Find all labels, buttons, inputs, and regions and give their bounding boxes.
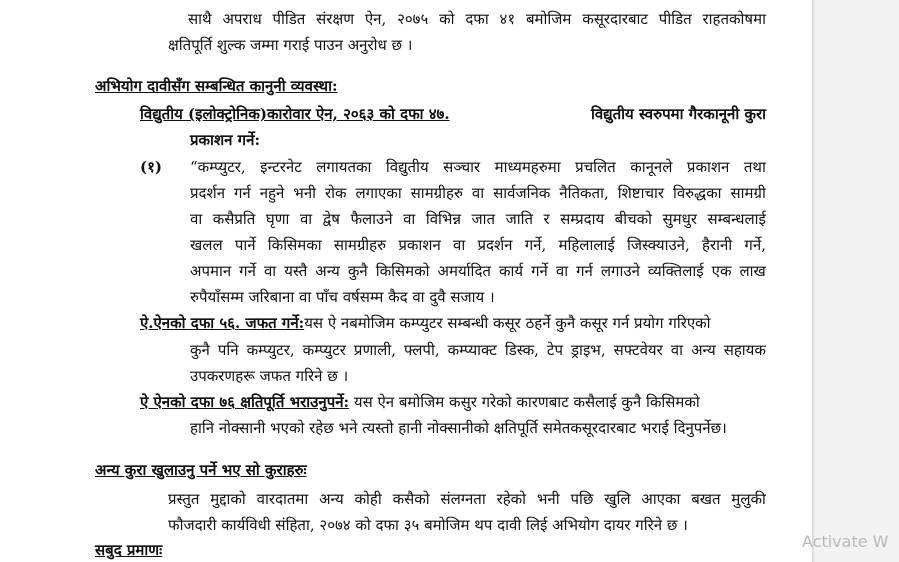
- clause-text-1-word: सञ्चार: [443, 158, 481, 176]
- other-matters-text-1-word: प्रस्तुत: [168, 490, 200, 508]
- clause-text-4-word: किसिमका: [267, 236, 322, 254]
- intro-text-1-word: २०७५: [397, 10, 429, 28]
- section-56-line-2: [190, 340, 766, 360]
- clause-text-5-word: कुनै: [347, 262, 368, 280]
- intro-text-1-word: पीडित: [272, 10, 306, 28]
- clause-text-1-word: विद्युतीय: [385, 158, 429, 176]
- section-56-text-2-word: कम्प्याक्ट: [447, 341, 497, 359]
- clause-text-3-word: जाति: [505, 210, 534, 228]
- clause-line-1: [190, 157, 766, 177]
- other-matters-line-2: फौजदारी कार्यविधी संहिता, २०७४ को दफा ३५ बमोजिम थप दावी लिई अभियोग दायर गरिने छ ।: [168, 516, 688, 534]
- clause-text-3-word: फैलाउने: [350, 210, 393, 228]
- clause-line-5: [190, 261, 766, 281]
- clause-text-5-word: यस्तै: [284, 262, 308, 280]
- other-matters-text-1-word: आएका: [641, 490, 681, 508]
- clause-text-3-word: घृणा: [265, 210, 290, 228]
- clause-text-3-word: विभिन्न: [425, 210, 462, 228]
- other-matters-text-1-word: संलग्नता: [440, 490, 486, 508]
- clause-text-5-word: कार्य: [498, 262, 524, 280]
- clause-text-1-word: लगायतका: [316, 158, 372, 176]
- clause-text-4-word: महिलालाई: [558, 236, 615, 254]
- intro-text-1-word: पीडित: [658, 10, 692, 28]
- other-matters-heading: अन्य कुरा खुलाउनु पर्ने भए सो कुराहरुः: [95, 461, 307, 479]
- section-56-text-2-word: सफ्टवेयर: [613, 341, 663, 359]
- intro-text-1-word: को: [439, 10, 455, 28]
- section-56-line-3: उपकरणहरू जफत गरिने छ ।: [190, 367, 349, 385]
- intro-text-1-word: ४१: [499, 10, 516, 28]
- clause-text-3-word: वा: [190, 210, 203, 228]
- clause-text-2-word: भनी: [293, 184, 317, 202]
- section-56-text-2-word: कम्प्युटर: [302, 341, 346, 359]
- clause-line-2: [190, 183, 766, 203]
- intro-text-1-word: ऐन,: [364, 10, 387, 28]
- clause-line-3: [190, 209, 766, 229]
- clause-number: (१): [140, 158, 162, 176]
- clause-text-3-word: र: [543, 210, 550, 228]
- clause-text-3-word: कसैप्रति: [212, 210, 256, 228]
- clause-text-2-word: विरुद्धका: [672, 184, 722, 202]
- other-matters-text-1-word: कसैको: [392, 490, 430, 508]
- intro-text-1-word: बमोजिम: [525, 10, 572, 28]
- clause-text-5-word: गर्ने: [531, 262, 548, 280]
- clause-text-3-word: सम्प्रदाय: [560, 210, 605, 228]
- clause-text-3-word: जात: [471, 210, 496, 228]
- section-56-text-2-word: ड्राइभ,: [571, 341, 606, 359]
- section-56-text-2-word: अन्य: [691, 341, 716, 359]
- other-matters-text-1-word: खुलि: [604, 490, 631, 508]
- clause-text-4-word: गर्ने,: [524, 236, 547, 254]
- clause-text-2-word: रोक: [325, 184, 347, 202]
- clause-text-3-word: सुमधुर: [662, 210, 697, 228]
- intro-text-1-word: अपराध: [222, 10, 262, 28]
- clause-text-1-word: प्रचलित: [575, 158, 616, 176]
- clause-text-2-word: लगाएका: [355, 184, 402, 202]
- electronic-act-subheading: [140, 104, 766, 124]
- section-56-text-2-word: फ्लपी,: [404, 341, 440, 359]
- clause-text-1-word: कानूनले: [630, 158, 673, 176]
- section-56-text-2-word: टेप: [546, 341, 563, 359]
- clause-text-1-word: प्रकाशन: [686, 158, 730, 176]
- section-56-text-2-word: कम्प्युटर,: [246, 341, 295, 359]
- section-76-line-2: हानि नोक्सानी भएको रहेछ भने त्यस्तो हानी नोक्सानीको क्षतिपूर्ति समेतकसूरदारबाट भराई दिनुपर्नेछ।: [190, 419, 727, 437]
- intro-text-1-word: दफा: [465, 10, 489, 28]
- other-matters-text-1-word: मुलुकी: [731, 490, 766, 508]
- clause-text-4-word: प्रकाशन: [398, 236, 441, 254]
- clause-text-5-word: गर्न: [576, 262, 593, 280]
- clause-text-2-word: सामग्री: [730, 184, 766, 202]
- clause-text-5-word: अन्य: [315, 262, 340, 280]
- section-76-label: ऐ ऐनको दफा ७६ क्षतिपूर्ति भराउनुपर्ने:: [140, 393, 350, 411]
- clause-text-5-word: व्यक्तिलाई: [647, 262, 704, 280]
- other-matters-text-1-word: वारदातमा: [256, 490, 309, 508]
- clause-text-3-word: बीचको: [614, 210, 653, 228]
- other-matters-text-1-word: पछि: [570, 490, 594, 508]
- clause-text-2-word: सार्वजनिक: [493, 184, 551, 202]
- clause-text-1-word: माध्यमहरुमा: [494, 158, 561, 176]
- section-56-text-2-word: प्रणाली,: [353, 341, 397, 359]
- section-56-line-1: [140, 313, 711, 333]
- electronic-act-subheading-line-2: प्रकाशन गर्ने:: [190, 131, 260, 149]
- clause-text-5-word: गर्ने: [239, 262, 256, 280]
- other-matters-text-1-word: कोही: [354, 490, 382, 508]
- clause-text-1-word: “कम्प्युटर,: [190, 158, 246, 176]
- clause-text-4-word: गर्ने,: [744, 236, 766, 254]
- other-matters-text-1-word: मुद्दाको: [210, 490, 246, 508]
- clause-text-1-word: तथा: [743, 158, 766, 176]
- clause-text-5-word: लगाउने: [600, 262, 640, 280]
- section-56-text-2-word: वा: [670, 341, 684, 359]
- clause-text-3-word: वा: [403, 210, 416, 228]
- clause-text-3-word: सम्बन्धलाई: [707, 210, 766, 228]
- section-56-text-2-word: सहायक: [723, 341, 766, 359]
- clause-text-2-word: नहुने: [259, 184, 285, 202]
- clause-text-5-word: किसिमको: [375, 262, 430, 280]
- intro-text-1-word: साथै: [188, 10, 212, 28]
- other-matters-text-1-word: बखत: [691, 490, 721, 508]
- clause-text-5-word: लाख: [739, 262, 766, 280]
- clause-text-4-word: जिस्क्याउने,: [627, 236, 690, 254]
- clause-text-5-word: अमर्यादित: [437, 262, 491, 280]
- other-matters-text-1-word: अन्य: [319, 490, 344, 508]
- intro-text-1-word: कसूरदारबाट: [582, 10, 648, 28]
- clause-line-6: रुपैयाँसम्म जरिबाना वा पाँच वर्षसम्म कैद वा दुवै सजाय ।: [190, 288, 495, 306]
- clause-text-2-word: गर्न: [233, 184, 251, 202]
- clause-text-2-word: शिष्टाचार: [617, 184, 664, 202]
- clause-text-5-word: एक: [711, 262, 732, 280]
- clause-text-4-word: सामग्रीहरु: [333, 236, 387, 254]
- section-56-label: ऐ.ऐनको दफा ५६. जफत गर्ने:: [140, 314, 305, 332]
- clause-text-4-word: खलल: [190, 236, 223, 254]
- clause-text-3-word: वा: [299, 210, 313, 228]
- clause-line-4: [190, 235, 766, 255]
- clause-text-4-word: हैरानी: [702, 236, 733, 254]
- windows-activation-watermark: Activate W: [802, 532, 889, 551]
- section-56-text: यस ऐ नबमोजिम कम्प्युटर सम्बन्धी कसूर ठहर्ने कुनै कसूर गर्न प्रयोग गरिएको: [304, 314, 711, 332]
- clause-text-1-word: इन्टरनेट: [260, 158, 302, 176]
- intro-text-1-word: संरक्षण: [316, 10, 355, 28]
- clause-text-5-word: वा: [555, 262, 569, 280]
- clause-text-4-word: प्रदर्शन: [477, 236, 513, 254]
- section-56-text-2-word: कुनै: [190, 341, 210, 359]
- clause-text-4-word: वा: [453, 236, 466, 254]
- clause-text-2-word: प्रदर्शन: [190, 184, 226, 202]
- clause-text-4-word: पार्ने: [234, 236, 256, 254]
- clause-text-5-word: अपमान: [190, 262, 232, 280]
- evidence-heading: सबुद प्रमाणः: [95, 541, 163, 559]
- section-56-text-2-word: डिस्क,: [504, 341, 539, 359]
- electronic-act-section-47: विद्युतीय (इलोक्ट्रोनिक)कारोवार ऐन, २०६३ को दफा ४७.: [140, 105, 450, 123]
- other-matters-line-1: [168, 489, 766, 509]
- clause-text-2-word: वा: [471, 184, 485, 202]
- section-76-text: यस ऐन बमोजिम कसुर गरेको कारणबाट कसैलाई कुनै किसिमको: [353, 393, 700, 411]
- intro-line-1: [188, 9, 766, 29]
- electronic-act-section-47-title: विद्युतीय स्वरुपमा गैरकानूनी कुरा: [590, 105, 766, 123]
- clause-text-3-word: द्वेष: [322, 210, 340, 228]
- intro-line-2: क्षतिपूर्ति शुल्क जम्मा गराई पाउन अनुरोध छ ।: [168, 36, 413, 54]
- clause-text-5-word: वा: [263, 262, 277, 280]
- other-matters-text-1-word: रहेको: [496, 490, 527, 508]
- legal-provisions-heading: अभियोग दावीसँग सम्बन्धित कानुनी व्यवस्था:: [95, 77, 338, 95]
- clause-text-2-word: सामग्रीहरु: [410, 184, 463, 202]
- section-76-line-1: [140, 392, 700, 412]
- other-matters-text-1-word: भनी: [536, 490, 560, 508]
- page-edge-shadow: [812, 0, 815, 562]
- section-56-text-2-word: पनि: [217, 341, 239, 359]
- intro-text-1-word: राहतकोषमा: [702, 10, 766, 28]
- clause-text-2-word: नैतिकता,: [559, 184, 609, 202]
